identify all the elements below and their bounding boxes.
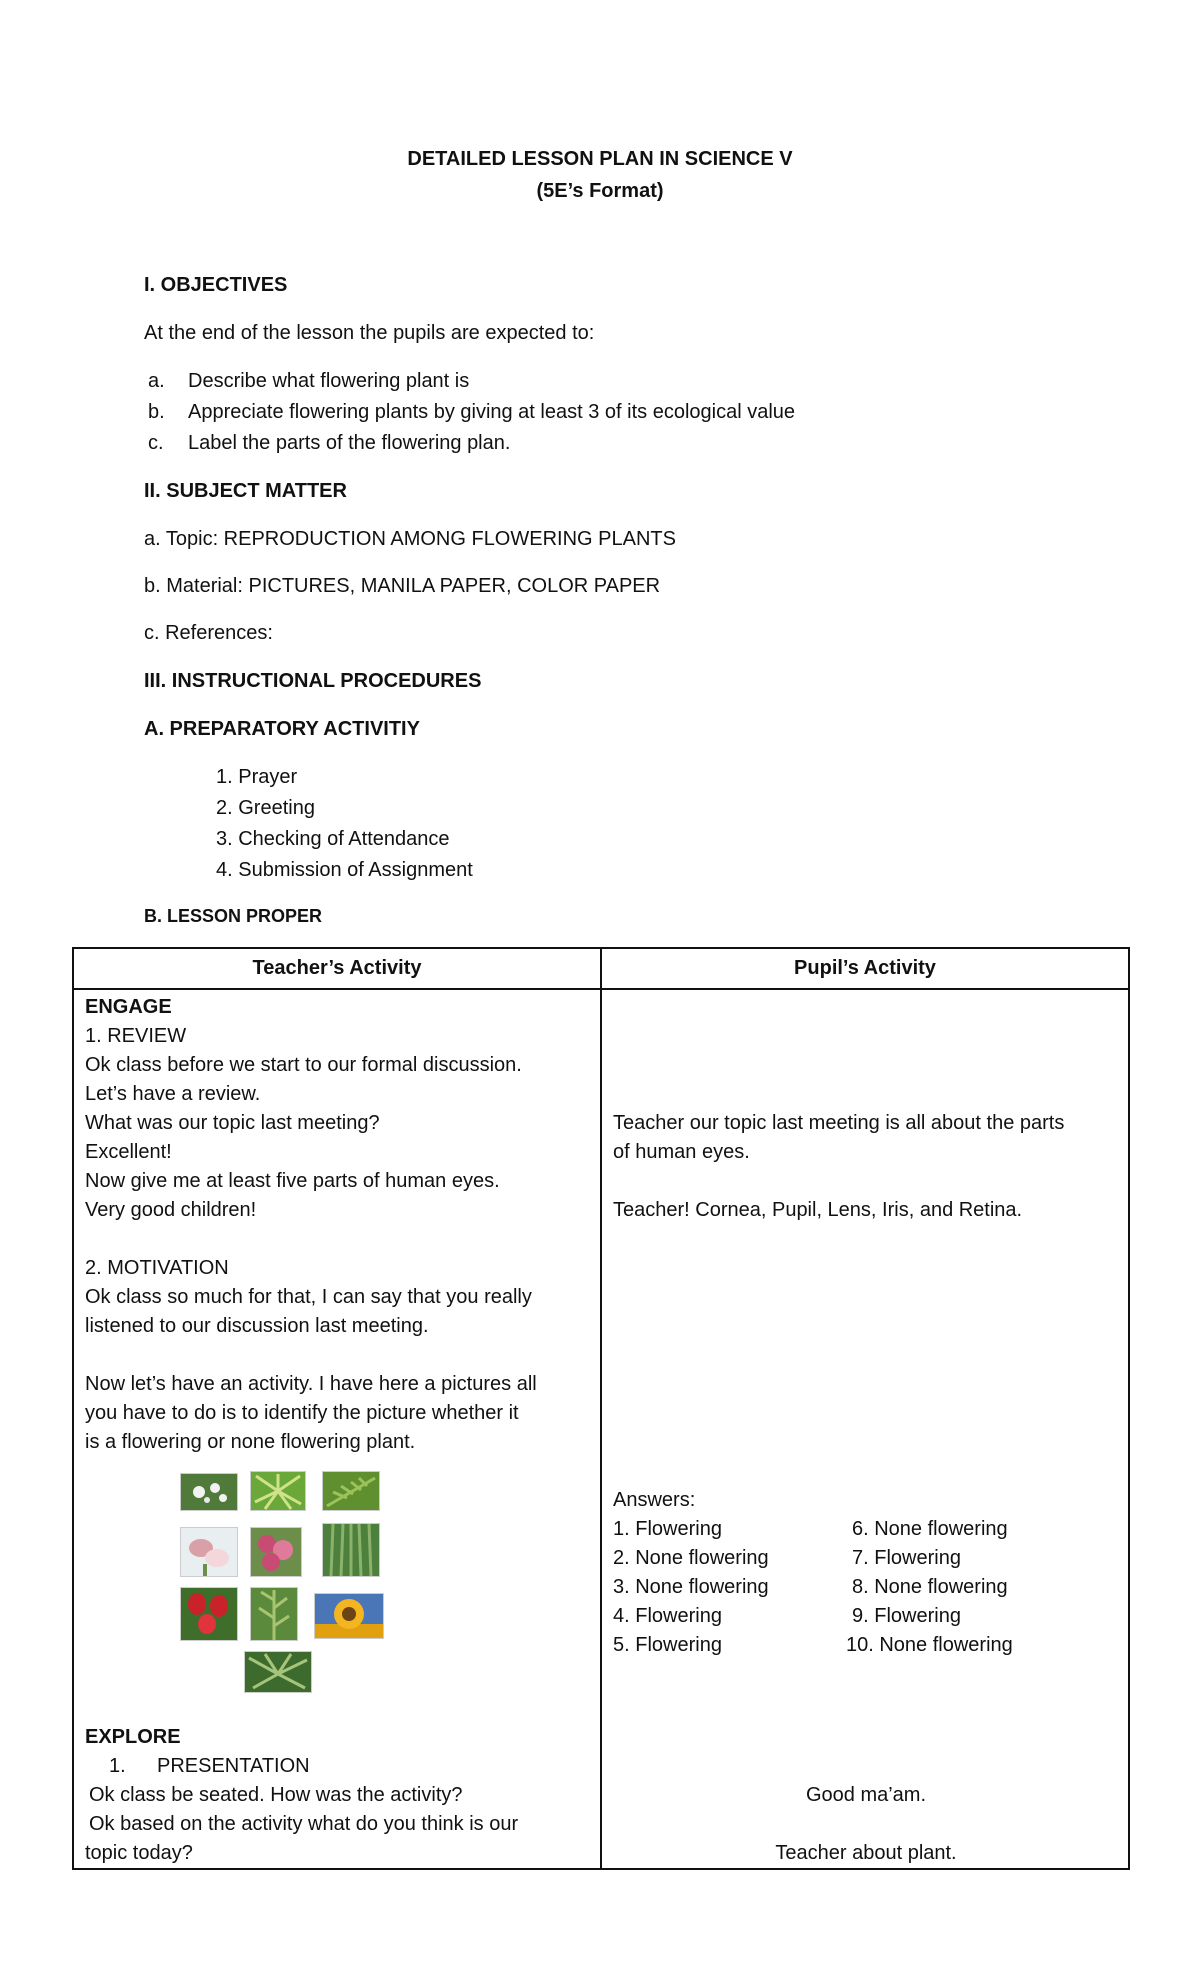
document-title: DETAILED LESSON PLAN IN SCIENCE V	[407, 148, 793, 170]
answer-item: 5. Flowering	[613, 1634, 722, 1656]
objective-mark: a.	[148, 370, 165, 392]
teacher-activity-header: Teacher’s Activity	[73, 948, 601, 989]
teacher-line: Ok class be seated. How was the activity?	[89, 1784, 463, 1806]
pupil-activity-cell	[601, 989, 1129, 1869]
objective-text: Label the parts of the flowering plan.	[188, 432, 511, 454]
objective-item	[148, 432, 510, 455]
pupil-line: of human eyes.	[613, 1141, 750, 1163]
teacher-line: Now let’s have an activity. I have here a pictures all	[85, 1373, 537, 1395]
answers-label: Answers:	[613, 1489, 696, 1511]
pupil-line: Good ma’am.	[805, 1784, 927, 1806]
preparatory-item: 1. Prayer	[216, 766, 298, 788]
lesson-proper-heading: B. LESSON PROPER	[144, 906, 323, 926]
objective-item	[148, 401, 795, 424]
teacher-line: Ok class before we start to our formal discussion.	[85, 1054, 522, 1076]
teacher-line: you have to do is to identify the picture whether it	[85, 1402, 519, 1424]
answer-item: 6. None flowering	[852, 1518, 1008, 1540]
answer-item: 2. None flowering	[613, 1547, 769, 1569]
procedures-heading: III. INSTRUCTIONAL PROCEDURES	[144, 670, 482, 692]
pupil-line: Teacher! Cornea, Pupil, Lens, Iris, and Retina.	[613, 1199, 1023, 1221]
spider-plant-image	[244, 1651, 312, 1693]
teacher-line: 1.	[109, 1755, 126, 1777]
teacher-line: topic today?	[85, 1842, 193, 1864]
answer-item: 3. None flowering	[613, 1576, 769, 1598]
teacher-line: What was our topic last meeting?	[85, 1112, 380, 1134]
teacher-line: PRESENTATION	[157, 1755, 310, 1777]
pupil-activity-header: Pupil’s Activity	[601, 948, 1129, 989]
pupil-line: Teacher about plant.	[775, 1842, 957, 1864]
lesson-proper-table	[72, 947, 1130, 1870]
white-flower-image	[180, 1473, 238, 1511]
engage-heading: ENGAGE	[85, 996, 172, 1018]
sunflower-image	[314, 1593, 384, 1639]
teacher-line: Let’s have a review.	[85, 1083, 261, 1105]
red-tulip-image	[180, 1587, 238, 1641]
teacher-activity-cell	[73, 989, 601, 1869]
teacher-line: Excellent!	[85, 1141, 172, 1163]
objectives-intro: At the end of the lesson the pupils are expected to:	[144, 322, 595, 344]
teacher-line: 2. MOTIVATION	[85, 1257, 229, 1279]
teacher-line: Now give me at least five parts of human eyes.	[85, 1170, 500, 1192]
teacher-line: Very good children!	[85, 1199, 257, 1221]
subject-matter-heading: II. SUBJECT MATTER	[144, 480, 347, 502]
answer-item: 7. Flowering	[852, 1547, 961, 1569]
answer-item: 8. None flowering	[852, 1576, 1008, 1598]
objective-text: Appreciate flowering plants by giving at least 3 of its ecological value	[188, 401, 796, 423]
subject-topic: a. Topic: REPRODUCTION AMONG FLOWERING PLANTS	[144, 528, 676, 550]
subject-material: b. Material: PICTURES, MANILA PAPER, COLOR PAPER	[144, 575, 661, 597]
preparatory-item: 3. Checking of Attendance	[216, 828, 450, 850]
spiky-plant-image	[250, 1471, 306, 1511]
fern-image	[322, 1471, 380, 1511]
objective-item	[148, 370, 469, 393]
teacher-line: is a flowering or none flowering plant.	[85, 1431, 416, 1453]
objective-mark: c.	[148, 432, 164, 454]
preparatory-item: 4. Submission of Assignment	[216, 859, 473, 881]
preparatory-heading: A. PREPARATORY ACTIVITIY	[144, 718, 420, 740]
answer-item: 1. Flowering	[613, 1518, 722, 1540]
objective-text: Describe what flowering plant is	[188, 370, 470, 392]
teacher-line: Ok based on the activity what do you think is our	[89, 1813, 519, 1835]
teacher-line: Ok class so much for that, I can say that you really	[85, 1286, 532, 1308]
pink-cluster-image	[250, 1527, 302, 1577]
answer-item: 10. None flowering	[846, 1634, 1013, 1656]
teacher-line: 1. REVIEW	[85, 1025, 187, 1047]
subject-references: c. References:	[144, 622, 273, 644]
document-subtitle: (5E’s Format)	[536, 180, 664, 202]
pupil-line: Teacher our topic last meeting is all about the parts	[613, 1112, 1065, 1134]
pink-flower-image	[180, 1527, 238, 1577]
answer-item: 9. Flowering	[852, 1605, 961, 1627]
objectives-heading: I. OBJECTIVES	[144, 274, 288, 296]
teacher-line: listened to our discussion last meeting.	[85, 1315, 429, 1337]
preparatory-item: 2. Greeting	[216, 797, 315, 819]
answer-item: 4. Flowering	[613, 1605, 722, 1627]
horsetail-image	[322, 1523, 380, 1577]
grass-stalk-image	[250, 1587, 298, 1641]
objective-mark: b.	[148, 401, 165, 423]
explore-heading: EXPLORE	[85, 1726, 181, 1748]
